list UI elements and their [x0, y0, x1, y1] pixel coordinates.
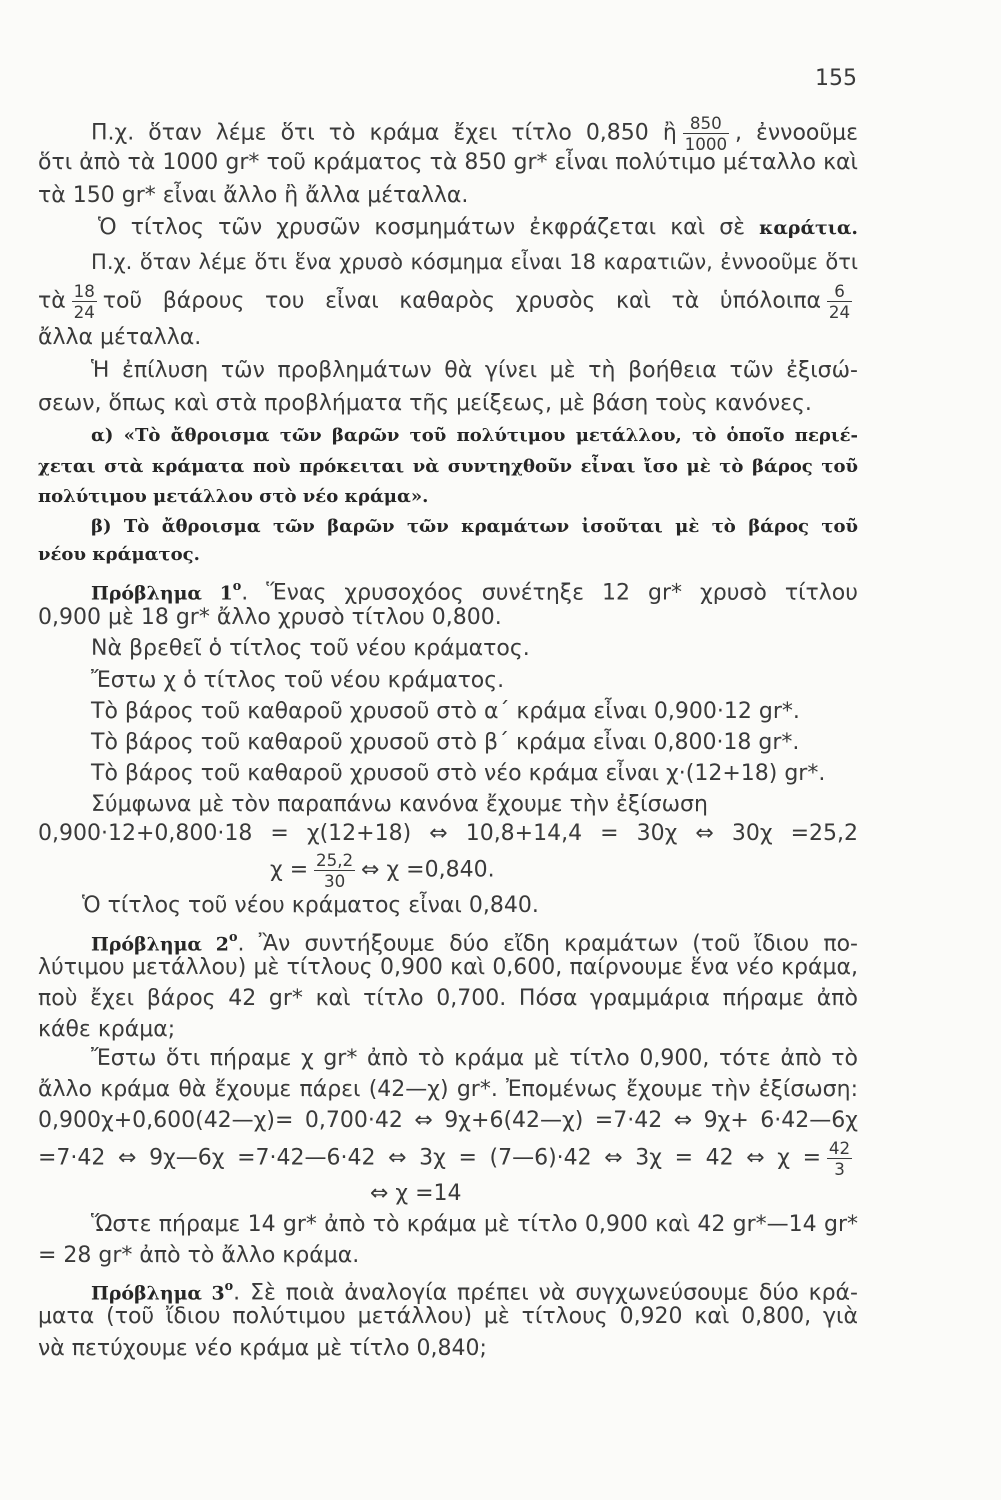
text-segment: =7·42 ⇔ 9χ—6χ =7·42—6·42 ⇔ 3χ = (7—6)·42 ⇔ 3χ = 42 ⇔ χ =	[38, 1145, 822, 1171]
text-line	[91, 356, 858, 386]
text-segment: ποὺ ἔχει βάρος 42 gr* καὶ τίτλο 0,700. Πόσα γραμμάρια πήραμε ἀπὸ	[38, 986, 858, 1011]
fraction	[72, 281, 97, 322]
text-segment: λύτιμου μετάλλου) μὲ τίτλους 0,900 καὶ 0,600, παίρνουμε ἕνα νέο κράμα,	[38, 955, 858, 980]
superscript: ο	[232, 579, 242, 594]
text-line	[38, 389, 812, 419]
equation-line	[38, 819, 858, 849]
text-segment: σεων, ὅπως καὶ στὰ προβλήματα τῆς μείξεως, μὲ βάση τοὺς κανόνες.	[38, 391, 812, 416]
text-line	[91, 247, 858, 277]
text-line	[38, 984, 858, 1014]
text-line	[38, 953, 858, 983]
rule-line	[38, 452, 858, 482]
text-line	[91, 1044, 858, 1074]
bold-term: καράτια.	[759, 217, 858, 239]
rule-line	[91, 512, 858, 542]
superscript: ο	[224, 1279, 234, 1294]
text-line	[91, 728, 799, 758]
text-segment: νὰ πετύχουμε νέο κράμα μὲ τίτλο 0,840;	[38, 1336, 487, 1361]
problem-label: Πρόβλημα 1	[91, 582, 233, 605]
text-line	[91, 666, 504, 696]
text-line	[38, 181, 468, 211]
text-segment: = 28 gr* ἀπὸ τὸ ἄλλο κράμα.	[38, 1243, 360, 1268]
fraction-numerator: 18	[73, 281, 95, 301]
text-segment: β) Τὸ ἄθροισμα τῶν βαρῶν τῶν κραμάτων ἰσοῦται μὲ τὸ βάρος τοῦ	[91, 516, 858, 537]
fraction	[827, 1138, 852, 1179]
text-segment: Τὸ βάρος τοῦ καθαροῦ χρυσοῦ στὸ β΄ κράμα εἶναι 0,800·18 gr*.	[91, 730, 800, 755]
text-segment: ἄλλο κράμα θὰ ἔχουμε πάρει (42—χ) gr*. Ἐπομένως ἔχουμε τὴν ἐξίσωση:	[38, 1077, 858, 1102]
fraction-numerator: 6	[827, 281, 852, 302]
fraction-denominator: 3	[834, 1159, 845, 1180]
text-line	[38, 281, 858, 322]
equation-line	[38, 1106, 858, 1136]
text-segment: χεται στὰ κράματα ποὺ πρόκειται νὰ συντηχθοῦν εἶναι ἴσο μὲ τὸ βάρος τοῦ	[38, 456, 858, 477]
text-segment: πολύτιμου μετάλλου στὸ νέο κράμα».	[38, 486, 429, 507]
text-segment: τὰ 150 gr* εἶναι ἄλλο ἢ ἄλλα μέταλλα.	[38, 183, 469, 208]
superscript: ο	[228, 930, 238, 945]
fraction-denominator: 24	[828, 302, 851, 323]
page-number: 155	[815, 66, 857, 91]
fraction-numerator: 850	[683, 113, 730, 134]
text-line	[91, 634, 530, 664]
text-line	[38, 148, 858, 178]
text-segment: Ἔστω ὅτι πήραμε χ gr* ἀπὸ τὸ κράμα μὲ τίτλο 0,900, τότε ἀπὸ τὸ	[91, 1046, 858, 1071]
problem-label: Πρόβλημα 2	[91, 933, 229, 956]
text-segment: ⇔ χ =14	[370, 1181, 462, 1206]
text-segment: ὅτι ἀπὸ τὰ 1000 gr* τοῦ κράματος τὰ 850 gr* εἶναι πολύτιμο μέταλλο καὶ	[38, 150, 858, 175]
text-segment: Ὁ τίτλος τῶν χρυσῶν κοσμημάτων ἐκφράζεται καὶ σὲ	[98, 215, 760, 240]
equation-line	[370, 1179, 462, 1209]
text-segment: 0,900χ+0,600(42—χ)= 0,700·42 ⇔ 9χ+6(42—χ) =7·42 ⇔ 9χ+ 6·42—6χ	[38, 1108, 858, 1133]
fraction-denominator: 1000	[684, 134, 728, 155]
fraction-denominator: 24	[73, 302, 95, 323]
text-line	[38, 1241, 359, 1271]
text-segment: α) «Τὸ ἄθροισμα τῶν βαρῶν τοῦ πολύτιμου μετάλλου, τὸ ὁποῖο περιέ-	[91, 425, 858, 446]
rule-line	[91, 421, 858, 451]
text-line	[38, 1015, 175, 1045]
text-segment: Ἡ ἐπίλυση τῶν προβλημάτων θὰ γίνει μὲ τὴ βοήθεια τῶν ἐξισώ-	[91, 358, 858, 383]
text-segment: Τὸ βάρος τοῦ καθαροῦ χρυσοῦ στὸ νέο κράμα εἶναι χ·(12+18) gr*.	[91, 761, 826, 786]
text-segment: χ =	[270, 857, 309, 883]
text-segment: . Ἂν συντήξουμε δύο εἴδη κραμάτων (τοῦ ἴδιου πο-	[237, 931, 858, 957]
text-segment: 0,900 μὲ 18 gr* ἄλλο χρυσὸ τίτλου 0,800.	[38, 605, 502, 630]
text-line	[98, 213, 858, 243]
text-segment: τὰ	[38, 288, 66, 314]
text-line	[91, 790, 708, 820]
text-line	[91, 697, 800, 727]
text-segment: Νὰ βρεθεῖ ὁ τίτλος τοῦ νέου κράματος.	[91, 636, 530, 661]
text-segment: Π.χ. ὅταν λέμε ὅτι ἕνα χρυσὸ κόσμημα εἶναι 18 καρατιῶν, ἐννοοῦμε ὅτι	[91, 249, 858, 274]
text-segment: ⇔ χ =0,840.	[361, 857, 495, 883]
text-segment: τοῦ βάρους του εἶναι καθαρὸς χρυσὸς καὶ τὰ ὑπόλοιπα	[102, 288, 822, 314]
text-segment: Ὁ τίτλος τοῦ νέου κράματος εἶναι 0,840.	[82, 893, 539, 918]
text-segment: ἄλλα μέταλλα.	[38, 325, 202, 350]
text-line	[82, 891, 539, 921]
text-line	[38, 1302, 858, 1332]
text-line	[38, 1334, 487, 1364]
rule-line	[38, 482, 428, 512]
text-segment: 0,900·12+0,800·18 = χ(12+18) ⇔ 10,8+14,4 = 30χ ⇔ 30χ =25,2	[38, 821, 858, 846]
text-segment: κάθε κράμα;	[38, 1017, 176, 1042]
fraction	[827, 281, 852, 322]
text-segment: ματα (τοῦ ἴδιου πολύτιμου μετάλλου) μὲ τίτλους 0,920 καὶ 0,800, γιὰ	[38, 1304, 858, 1329]
text-line	[91, 759, 825, 789]
equation-line	[38, 1138, 858, 1179]
text-segment: Ὥστε πήραμε 14 gr* ἀπὸ τὸ κράμα μὲ τίτλο 0,900 καὶ 42 gr*—14 gr*	[91, 1212, 858, 1237]
fraction-numerator: 25,2	[315, 850, 354, 870]
text-line	[38, 323, 201, 353]
text-segment: Π.χ. ὅταν λέμε ὅτι τὸ κράμα ἔχει τίτλο 0,850 ἢ	[91, 120, 677, 146]
text-segment: Σύμφωνα μὲ τὸν παραπάνω κανόνα ἔχουμε τὴν ἐξίσωση	[91, 792, 708, 817]
rule-line	[38, 540, 200, 570]
text-segment: νέου κράματος.	[38, 544, 200, 565]
text-segment: Τὸ βάρος τοῦ καθαροῦ χρυσοῦ στὸ α΄ κράμα εἶναι 0,900·12 gr*.	[91, 699, 800, 724]
fraction-numerator: 42	[828, 1138, 851, 1158]
fraction	[314, 850, 355, 891]
fraction-denominator: 30	[323, 871, 346, 892]
equation-line	[270, 850, 495, 891]
text-segment: Ἔστω χ ὁ τίτλος τοῦ νέου κράματος.	[91, 668, 505, 693]
text-segment: . Ἕνας χρυσοχόος συνέτηξε 12 gr* χρυσὸ τίτλου	[241, 580, 858, 606]
text-line	[38, 603, 502, 633]
text-segment: . Σὲ ποιὰ ἀναλογία πρέπει νὰ συγχωνεύσουμε δύο κρά-	[233, 1280, 858, 1306]
text-line	[38, 1075, 858, 1105]
text-segment: , ἐννοοῦμε	[734, 120, 858, 146]
problem-label: Πρόβλημα 3	[91, 1282, 225, 1305]
text-line	[91, 1210, 858, 1240]
